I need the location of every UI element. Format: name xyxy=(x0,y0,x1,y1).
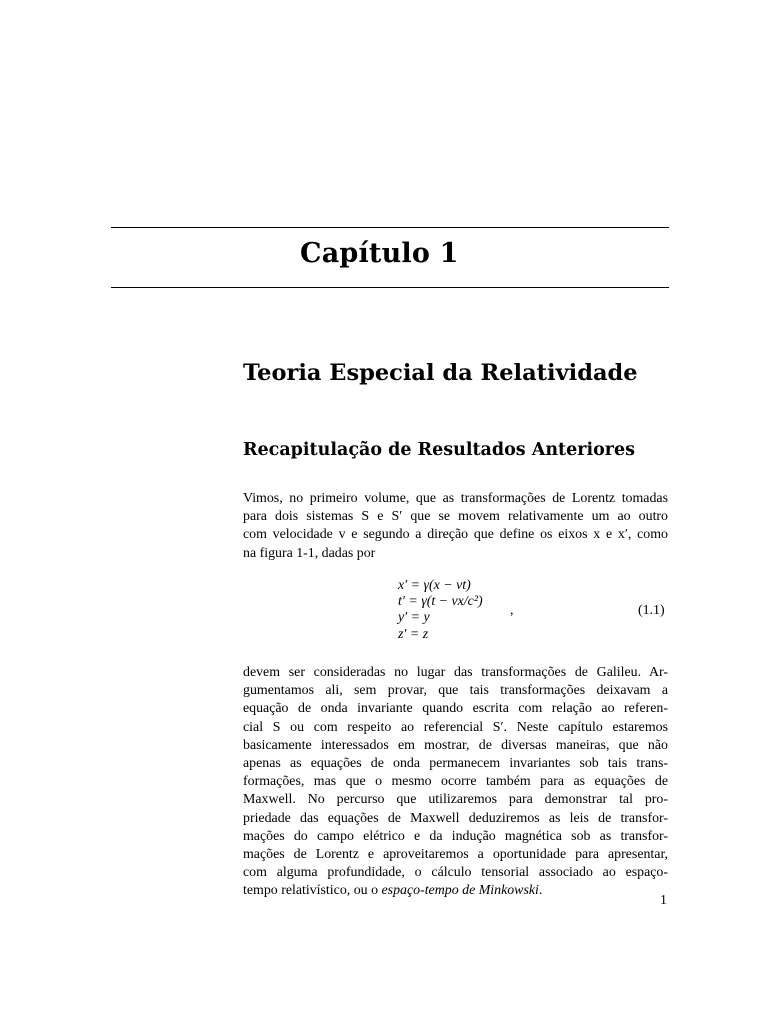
paragraph-line: Vimos, no primeiro volume, que as transformações de Lorentz tomadas xyxy=(243,491,668,506)
paragraph-line: mações do campo elétrico e da indução magnética sob as transfor- xyxy=(243,828,668,844)
paragraph-line: na figura 1-1, dadas por xyxy=(243,545,376,561)
paragraph-line: cial S ou com respeito ao referencial S′. Neste capítulo estaremos xyxy=(243,719,668,735)
paragraph-line: com alguma profundidade, o cálculo tensorial associado ao espaço- xyxy=(243,865,668,881)
paragraph-intro xyxy=(243,490,668,563)
section-title: Teoria Especial da Relatividade xyxy=(243,360,638,386)
equation-line: y′ = y xyxy=(398,610,430,626)
paragraph-line: para dois sistemas S e S′ que se movem relativamente um ao outro xyxy=(243,509,668,525)
paragraph-line: mações de Lorentz e aproveitaremos a oportunidade para apresentar, xyxy=(243,847,668,863)
paragraph-line: apenas as equações de onda permanecem invariantes sob tais trans- xyxy=(243,756,668,772)
paragraph-line: Maxwell. No percurso que utilizaremos para demonstrar tal pro- xyxy=(243,792,668,808)
paragraph-line: devem ser consideradas no lugar das transformações de Galileu. Ar- xyxy=(243,665,668,680)
paragraph-line: equação de onda invariante quando escrita com relação ao referen- xyxy=(243,701,668,717)
paragraph-body xyxy=(243,664,668,901)
subsection-title: Recapitulação de Resultados Anteriores xyxy=(243,440,636,460)
paragraph-line: priedade das equações de Maxwell deduziremos as leis de transfor- xyxy=(243,810,668,826)
equation-line: x′ = γ(x − vt) xyxy=(398,578,471,593)
paragraph-line: gumentamos ali, sem provar, que tais transformações deixavam a xyxy=(243,683,668,699)
chapter-heading: Capítulo 1 xyxy=(300,238,459,269)
equation-line: z′ = z xyxy=(398,626,429,642)
equation-lorentz xyxy=(398,578,483,643)
paragraph-line-last: tempo relativístico, ou o espaço-tempo de Minkowski. xyxy=(243,883,543,899)
paragraph-line: com velocidade v e segundo a direção que define os eixos x e x′, como xyxy=(243,527,668,543)
paragraph-line: formações, mas que o mesmo ocorre também para as equações de xyxy=(243,774,668,790)
paragraph-line: basicamente interessados em mostrar, de diversas maneiras, que não xyxy=(243,737,668,753)
equation-line: t′ = γ(t − vx/c²) xyxy=(398,594,483,610)
emphasis-term: espaço-tempo de Minkowski xyxy=(381,883,539,899)
page-number: 1 xyxy=(660,893,667,908)
chapter-rule-bottom xyxy=(111,287,669,288)
chapter-rule-top xyxy=(111,227,669,228)
equation-comma: , xyxy=(510,603,514,618)
equation-number: (1.1) xyxy=(638,603,665,618)
